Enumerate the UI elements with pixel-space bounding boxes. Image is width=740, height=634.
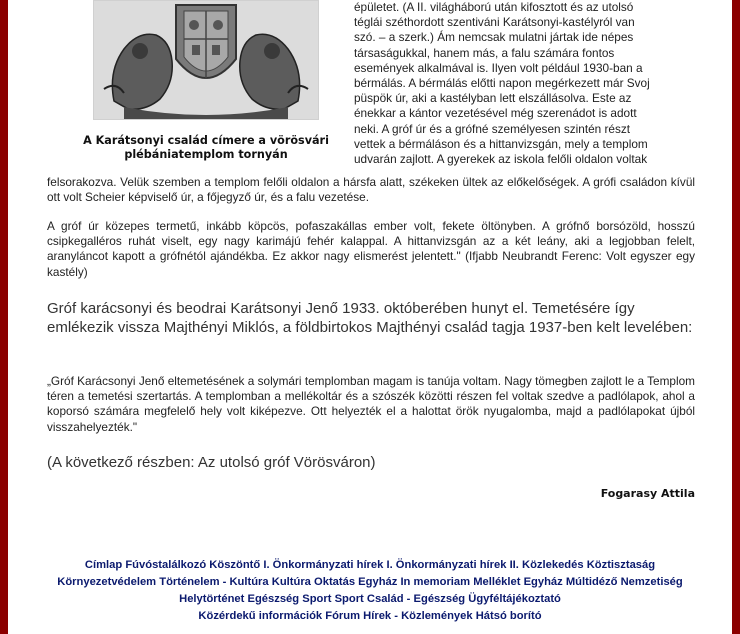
wrap-line: események alkalmával is. Ilyen volt például 1930-ban a [354,60,643,75]
nav-link-kornyezetvedelem[interactable]: Környezetvédelem [57,576,157,588]
nav-link-sport[interactable]: Sport [302,593,332,605]
wrap-line: püspök úr, aki a kastélyban lett elszállásolva. Este az [354,91,632,106]
nav-link-forum[interactable]: Fórum [325,610,361,622]
author-name: Fogarasy Attila [600,487,695,500]
nav-link-kultura[interactable]: Kultúra [271,576,311,588]
nav-link-helytortenet[interactable]: Helytörténet [179,593,245,605]
nav-link-melleklet[interactable]: Melléklet [473,576,521,588]
nav-row [0,574,740,591]
wrap-line: téglái széthordott szentiváni Karátsonyi-kastélyról van [354,15,635,30]
nav-link-egeszseg[interactable]: Egészség [247,593,300,605]
image-caption [65,134,347,162]
wrap-line: bérmálás. A bérmálás előtti napon megérkezett már Svoj [354,76,650,91]
caption-line-2: plébániatemplom tornyán [124,148,288,161]
paragraph-text: „Gróf Karácsonyi Jenő eltemetésének a solymári templomban magam is tanúja voltam. Nagy tömegben zajlott le a Templom téren a temetési szertartás. A templomban a mellékoltár és a szószék közötti részen fel voltak szedve a padlólapok, ahol a koporsó számára megfelelő hely volt kiképezve. Ott helyezték el a halottat örök nyugalomba, majd a padlólapokat újból visszahelyezték." [47,374,695,434]
nav-link-csalad-egeszseg[interactable]: Család - Egészség [366,593,466,605]
paragraph-2 [47,219,695,280]
nav-link-ugyfeltajekoztato[interactable]: Ügyféltájékoztató [468,593,561,605]
wrap-line: neki. A gróf úr és a grófné személyesen szintén részt [354,121,631,136]
wrap-line: vettek a bérmáláson és a hittanvizsgán, mely a templom [354,136,648,151]
nav-link-koztisztasag[interactable]: Köztisztaság [586,559,656,571]
right-border [732,0,740,634]
caption-line-1: A Karátsonyi család címere a vörösvári [83,134,329,147]
wrap-line: társaságukkal, hanem más, a falu számára fontos [354,45,615,60]
quote-paragraph [47,374,695,435]
nav-row [0,608,740,625]
nav-link-kozerdeku-informaciok[interactable]: Közérdekű információk [198,610,323,622]
nav-link-egyhaz-2[interactable]: Egyház [523,576,563,588]
nav-link-egyhaz[interactable]: Egyház [358,576,398,588]
coat-of-arms-image [93,0,319,120]
nav-row [0,591,740,608]
wrap-line: szó. – a szerk.) Ám nemcsak mulatni jártak ide népes [354,30,634,45]
paragraph-text: A gróf úr közepes termetű, inkább köpcös, pofaszakállas ember volt, fekete öltönyben. A grófnő borsózöld, hosszú csipkegalléros ruhát viselt, egy nagy karimájú fehér kalappal. A hittanvizsgán az a két leány, aki a legjobban felelt, aranyláncot kapott a grófnétól ajándékba. Ez akkor nagy elismerést jelentett." (Ifjabb Neubrandt Ferenc: Volt egyszer egy kastély) [47,219,695,279]
nav-link-hirek-kozlemenyek[interactable]: Hírek - Közlemények [363,610,473,622]
nav-link-cimlap[interactable]: Címlap [84,559,123,571]
paragraph-1-continued [47,175,695,205]
wrap-line: épületet. (A II. világháború után kifosztott és az utolsó [354,0,634,14]
footer-navigation [0,557,740,625]
nav-row [0,557,740,574]
paragraph-text: felsorakozva. Velük szemben a templom felőli oldalon a hársfa alatt, székeken ültek az előkelőségek. A grófi családon kívül ott volt Scheier képviselő úr, a főjegyző úr, és a falu vezetése. [47,175,695,205]
nav-link-oktatas[interactable]: Oktatás [314,576,356,588]
wrapped-paragraph [354,0,695,167]
nav-link-tortenelem-kultura[interactable]: Történelem - Kultúra [159,576,269,588]
nav-link-in-memoriam[interactable]: In memoriam [400,576,471,588]
paragraph-3 [47,299,695,337]
nav-link-sport-2[interactable]: Sport [334,593,364,605]
wrap-line: énekkar a kántor vezetésével még szerenádot is adott [354,106,637,121]
photo-block [65,0,347,162]
nav-link-multidezo[interactable]: Múltidéző [565,576,618,588]
nav-link-kozlekedes[interactable]: II. Közlekedés [509,559,584,571]
nav-link-onkormanyzati-hirek-1[interactable]: I. Önkormányzati hírek [263,559,384,571]
nav-link-fuvostalalkozo[interactable]: Fúvóstalálkozó [125,559,207,571]
nav-link-nemzetiseg[interactable]: Nemzetiség [620,576,683,588]
wrap-line: udvarán zajlott. A gyerekek az iskola felőli oldalon voltak [354,152,648,167]
paragraph-text: Gróf karácsonyi és beodrai Karátsonyi Jenő 1933. októberében hunyt el. Temetésére így emlékezik vissza Majthényi Miklós, a földbirtokos Majthényi család tagja 1937-ben kelt levelében: [47,300,693,336]
nav-link-hatso-borito[interactable]: Hátsó borító [475,610,542,622]
left-border [0,0,8,634]
next-part-note [47,453,695,472]
nav-link-koszonto[interactable]: Köszöntő [209,559,261,571]
nav-link-onkormanyzati-hirek-1b[interactable]: I. Önkormányzati hírek [386,559,507,571]
paragraph-text: (A következő részben: Az utolsó gróf Vörösváron) [47,454,376,471]
